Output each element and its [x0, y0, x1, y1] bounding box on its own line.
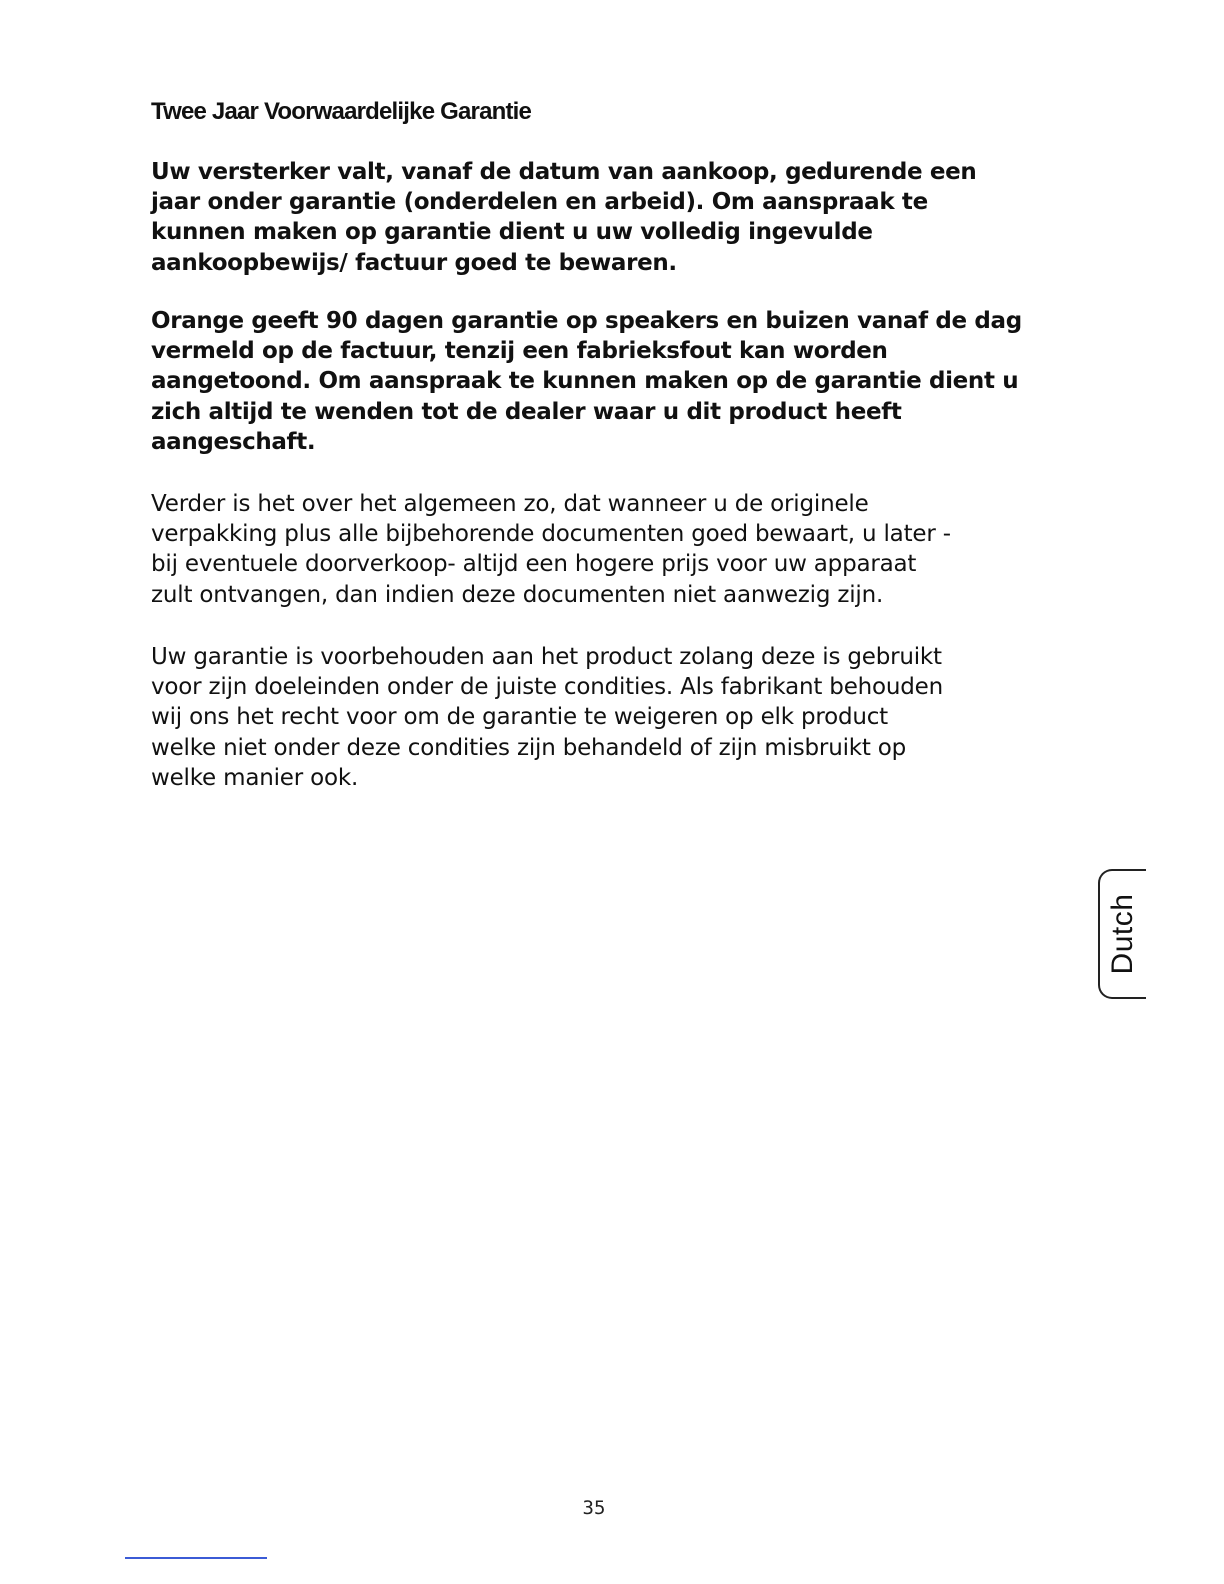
text-line: Uw versterker valt, vanaf de datum van aankoop, gedurende een — [151, 159, 977, 185]
text-line: jaar onder garantie (onderdelen en arbeid). Om aanspraak te — [151, 189, 928, 216]
text-line: Orange geeft 90 dagen garantie op speakers en buizen vanaf de dag — [151, 308, 1022, 334]
text-line: welke manier ook. — [151, 764, 359, 791]
language-tab — [1098, 869, 1146, 999]
paragraph-conditions — [151, 642, 943, 793]
text-line: welke niet onder deze condities zijn behandeld of zijn misbruikt op — [151, 734, 907, 761]
paragraph-warranty-period — [151, 157, 976, 278]
text-line: voor zijn doeleinden onder de juiste condities. Als fabrikant behouden — [151, 674, 943, 701]
text-line: bij eventuele doorverkoop- altijd een hogere prijs voor uw apparaat — [151, 551, 917, 578]
text-line: aankoopbewijs/ factuur goed te bewaren. — [151, 249, 677, 276]
text-line: Uw garantie is voorbehouden aan het product zolang deze is gebruikt — [151, 644, 942, 670]
paragraph-packaging — [151, 489, 951, 610]
text-line: wij ons het recht voor om de garantie te weigeren op elk product — [151, 704, 889, 731]
text-line: zult ontvangen, dan indien deze documenten niet aanwezig zijn. — [151, 581, 884, 608]
text-line: kunnen maken op garantie dient u uw volledig ingevulde — [151, 219, 873, 246]
text-line: aangetoond. Om aanspraak te kunnen maken op de garantie dient u — [151, 368, 1019, 395]
page-number: 35 — [582, 1497, 606, 1519]
text-line: Verder is het over het algemeen zo, dat wanneer u de originele — [151, 491, 869, 517]
footer-divider — [125, 1557, 267, 1559]
language-tab-label: Dutch — [1106, 893, 1139, 975]
text-line: zich altijd te wenden tot de dealer waar u dit product heeft — [151, 398, 902, 425]
text-line: verpakking plus alle bijbehorende documenten goed bewaart, u later - — [151, 521, 951, 548]
text-line: vermeld op de factuur, tenzij een fabrieksfout kan worden — [151, 338, 888, 365]
page-heading: Twee Jaar Voorwaardelijke Garantie — [151, 98, 532, 125]
paragraph-speakers-tubes — [151, 306, 1022, 457]
text-line: aangeschaft. — [151, 428, 316, 455]
